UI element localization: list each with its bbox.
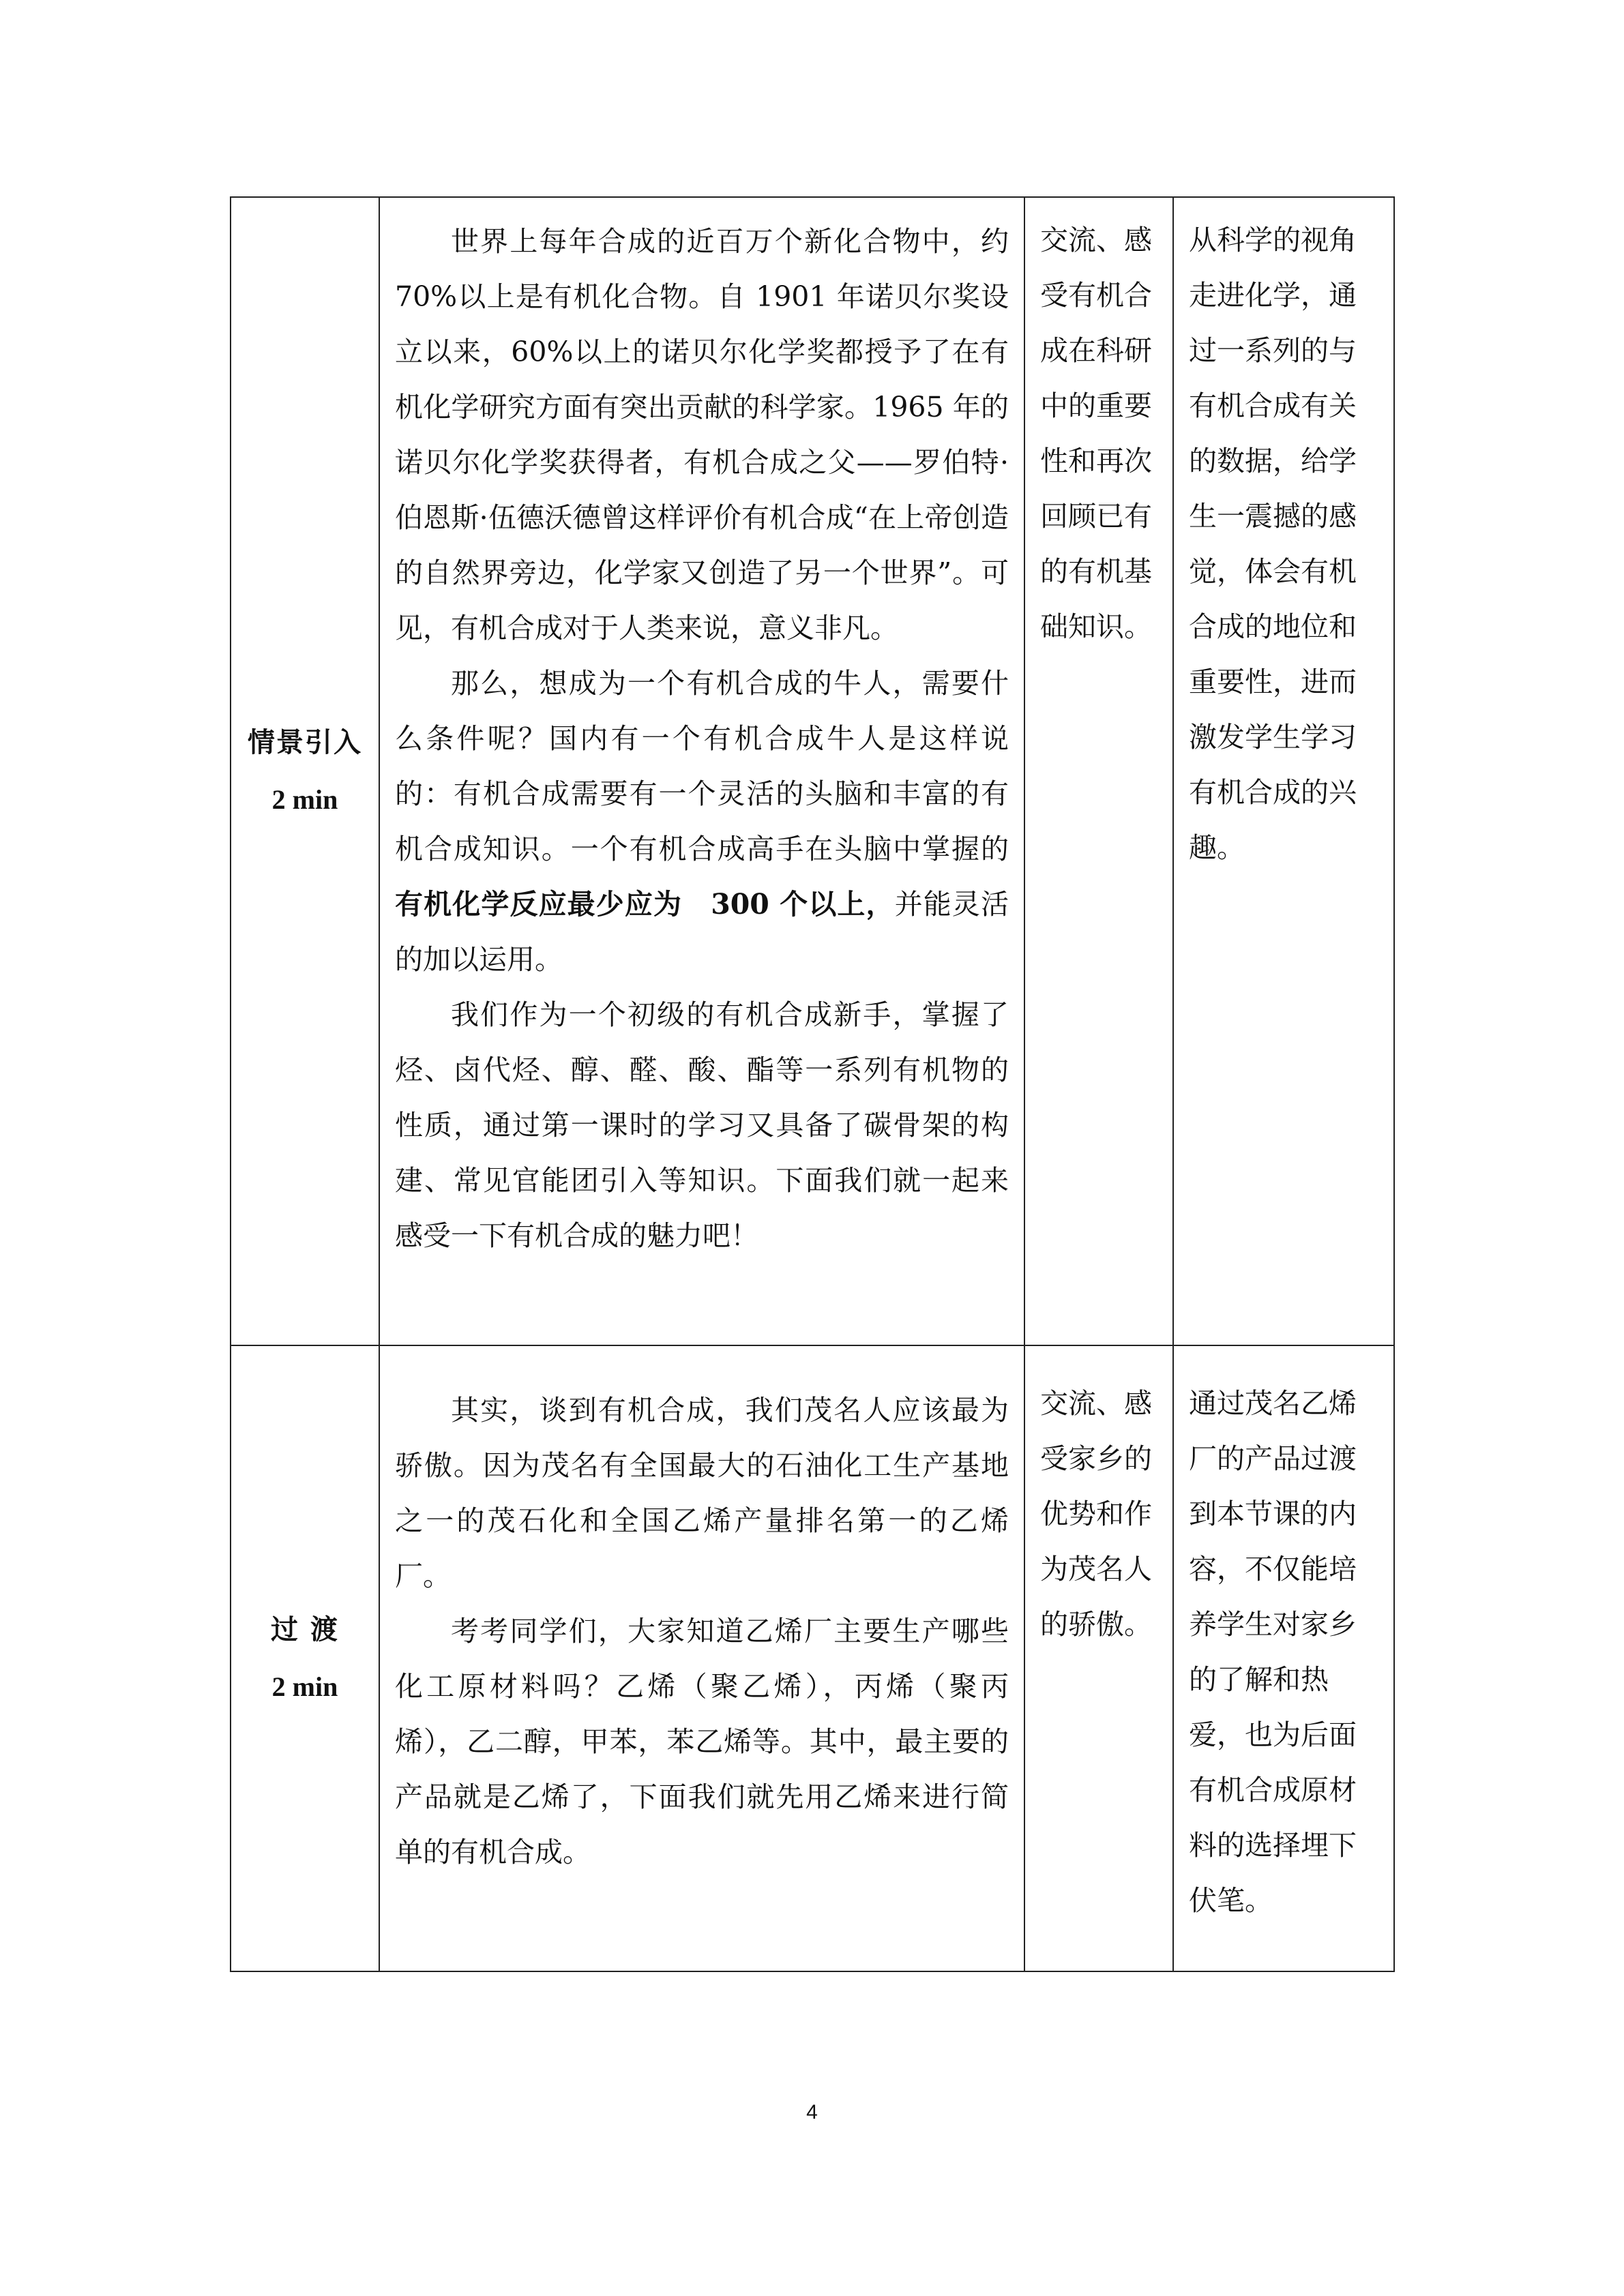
content-paragraph: 考考同学们，大家知道乙烯厂主要生产哪些化工原材料吗？乙烯（聚乙烯），丙烯（聚丙烯），乙二醇，甲苯，苯乙烯等。其中，最主要的产品就是乙烯了，下面我们就先用乙烯来进行简单的有机合成。 [395, 1615, 1009, 1868]
emphasized-text: 有机化学反应最少应为 300 个以上， [395, 888, 895, 921]
content-paragraph: 我们作为一个初级的有机合成新手，掌握了烃、卤代烃、醇、醛、酸、酯等一系列有机物的性质，通过第一课时的学习又具备了碳骨架的构建、常见官能团引入等知识。下面我们就一起来感受一下有机合成的魅力吧！ [395, 998, 1009, 1252]
design-intent-text: 通过茂名乙烯厂的产品过渡到本节课的内容，不仅能培养学生对家乡的了解和热爱，也为后面有机合成原材料的选择埋下伏笔。 [1189, 1387, 1357, 1917]
student-activity-text: 交流、感受有机合成在科研中的重要性和再次回顾已有的有机基础知识。 [1040, 224, 1152, 643]
content-paragraph: 其实，谈到有机合成，我们茂名人应该最为骄傲。因为茂名有全国最大的石油化工生产基地之一的茂石化和全国乙烯产量排名第一的乙烯厂。 [395, 1394, 1009, 1592]
stage-time: 2 min [271, 784, 338, 815]
teacher-activity-cell [379, 1345, 1024, 1971]
content-paragraph: 世界上每年合成的近百万个新化合物中，约70%以上是有机化合物。自 1901 年诺贝尔奖设立以来，60%以上的诺贝尔化学奖都授予了在有机化学研究方面有突出贡献的科学家。1965 年的诺贝尔化学奖获得者，有机合成之父——罗伯特·伯恩斯·伍德沃德曾这样评价有机合成“在上帝创造的自然界旁边，化学家又创造了另一个世界”。可见，有机合成对于人类来说，意义非凡。 [395, 225, 1009, 644]
table-row [231, 197, 1394, 1345]
stage-name: 过 渡 [271, 1614, 339, 1645]
content-text: 那么，想成为一个有机合成的牛人，需要什么条件呢？国内有一个有机合成牛人是这样说的：有机合成需要有一个灵活的头脑和丰富的有机合成知识。一个有机合成高手在头脑中掌握的 [395, 667, 1009, 865]
student-activity-cell [1024, 197, 1173, 1345]
lesson-plan-table [230, 196, 1395, 1972]
stage-cell [231, 1345, 379, 1971]
student-activity-text: 交流、感受家乡的优势和作为茂名人的骄傲。 [1040, 1387, 1152, 1641]
student-activity-cell [1024, 1345, 1173, 1971]
content-paragraph [395, 656, 1009, 987]
stage-cell [231, 197, 379, 1345]
design-intent-cell [1173, 197, 1394, 1345]
stage-time: 2 min [271, 1671, 338, 1702]
content-text: 并能灵活的加以运用。 [395, 888, 1009, 976]
table-row [231, 1345, 1394, 1971]
design-intent-cell [1173, 1345, 1394, 1971]
stage-name: 情景引入 [248, 727, 362, 758]
teacher-activity-cell [379, 197, 1024, 1345]
design-intent-text: 从科学的视角走进化学，通过一系列的与有机合成有关的数据，给学生一震撼的感觉，体会有机合成的地位和重要性，进而激发学生学习有机合成的兴趣。 [1189, 224, 1357, 864]
page-number: 4 [806, 2101, 818, 2123]
